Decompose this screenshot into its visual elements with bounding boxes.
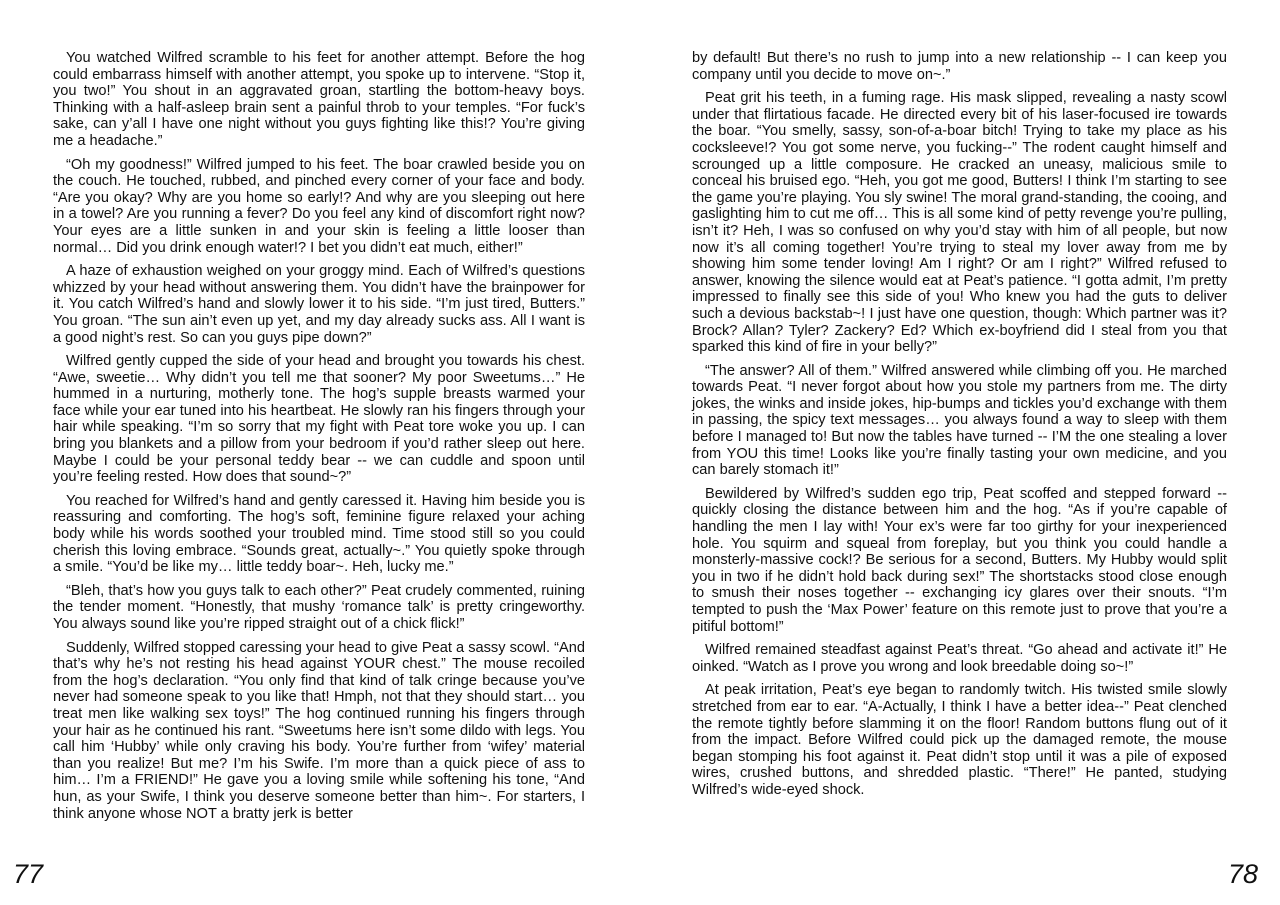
paragraph: “Bleh, that’s how you guys talk to each other?” Peat crudely commented, ruining the tender moment. “Honestly, that mushy ‘romance talk’ is pretty cringeworthy. You always sound like you’re ripped straight out of a chick flick!” <box>53 582 585 632</box>
page-number-left: 77 <box>13 859 44 889</box>
paragraph: A haze of exhaustion weighed on your groggy mind. Each of Wilfred’s questions whizzed by your head without answering them. You didn’t have the brainpower for it. You catch Wilfred’s hand and slowly lower it to his side. “I’m just tired, Butters.” You groan. “The sun ain’t even up yet, and my day already sucks ass. All I want is a good night’s rest. So can you guys pipe down?” <box>53 263 585 346</box>
paragraph: Bewildered by Wilfred’s sudden ego trip, Peat scoffed and stepped forward -- quickly closing the distance between him and the hog. “As if you’re capable of handling the men I lay with! Your ex’s were far too girthy for your inexperienced hole. You squirm and squeal from foreplay, but you think you could handle a monsterly-massive cock!? Be serious for a second, Butters. My Hubby would split you in two if he didn’t hold back during sex!” The shortstacks stood close enough to smush their noses together -- exchanging icy glares over their snouts. “I’m tempted to push the ‘Max Power’ feature on this remote just to prove that you’re a pitiful bottom!” <box>692 485 1227 635</box>
paragraph: Peat grit his teeth, in a fuming rage. His mask slipped, revealing a nasty scowl under that flirtatious facade. He directed every bit of his laser-focused ire towards the boar. “You smelly, sassy, son-of-a-boar bitch! Trying to take my place as his cocksleeve!? You got some nerve, you fucking--” The rodent caught himself and scrounged up a little composure. He cracked an uneasy, malicious smile to conceal his bruised ego. “Heh, you got me good, Butters! I think I’m starting to see the game you’re playing. You sly swine! The moral grand-standing, the cooing, and gaslighting him to cut me off… This is all some kind of petty revenge you’re pulling, isn’t it? Heh, I was so confused on why you’d stay with him of all people, but now now it’s all coming together! You’re trying to steal my lover away from me by showing him some tender loving! Am I right? Or am I right?” Wilfred refused to answer, knowing the silence would eat at Peat’s patience. “I gotta admit, I’m pretty impressed to finally see this side of you! Who knew you had the guts to deliver such a devious backstab~! I just have one question, though: Which partner was it? Brock? Allan? Tyler? Zackery? Ed? Which ex-boyfriend did I steal from you that sparked this kind of fire in your belly?” <box>692 90 1227 356</box>
paragraph: You reached for Wilfred’s hand and gently caressed it. Having him beside you is reassuring and comforting. The hog’s soft, feminine figure relaxed your aching body while his words soothed your troubled mind. Time stood still so you could cherish this loving embrace. “Sounds great, actually~.” You quietly spoke through a smile. “You’d be like my… little teddy boar~. Heh, lucky me.” <box>53 492 585 576</box>
paragraph: “Oh my goodness!” Wilfred jumped to his feet. The boar crawled beside you on the couch. He touched, rubbed, and pinched every corner of your face and body. “Are you okay? Why are you home so early!? And why are you sleeping out here in a towel? Are you running a fever? Do you feel any kind of discomfort right now? Your eyes are a little sunken in and your skin is feeling a little looser than normal… Did you drink enough water!? I bet you didn’t eat much, either!” <box>53 156 585 256</box>
left-page <box>53 50 585 829</box>
page-number-right: 78 <box>1227 859 1258 889</box>
paragraph: Wilfred remained steadfast against Peat’s threat. “Go ahead and activate it!” He oinked. “Watch as I prove you wrong and look breedable doing so~!” <box>692 642 1227 675</box>
paragraph: At peak irritation, Peat’s eye began to randomly twitch. His twisted smile slowly stretched from ear to ear. “A-Actually, I think I have a better idea--” Peat clenched the remote tightly before slamming it on the floor! Random buttons flung out of it from the impact. Before Wilfred could pick up the damaged remote, the mouse began stomping his foot against it. Peat didn’t stop until it was a pile of exposed wires, crushed buttons, and shredded plastic. “There!” He panted, studying Wilfred’s wide-eyed shock. <box>692 682 1227 798</box>
paragraph: Suddenly, Wilfred stopped caressing your head to give Peat a sassy scowl. “And that’s why he’s not resting his head against YOUR chest.” The mouse recoiled from the hog’s declaration. “You only find that kind of talk cringe because you’ve never had someone speak to you like that! Hmph, not that they should start… you treat men like walking sex toys!” The hog continued running his fingers through your hair as he continued his rant. “Sweetums here isn’t some dildo with legs. You call him ‘Hubby’ while only craving his body. You’re further from ‘wifey’ material than you realize! But me? I’m his Swife. I’m more than a quick piece of ass to him… I’m a FRIEND!” He gave you a loving smile while softening his tone, “And hun, as your Swife, I think you deserve someone better than him~. For starters, I think anyone whose NOT a bratty jerk is better <box>53 639 585 822</box>
paragraph: Wilfred gently cupped the side of your head and brought you towards his chest. “Awe, sweetie… Why didn’t you tell me that sooner? My poor Sweetums…” He hummed in a nurturing, motherly tone. The hog’s supple breasts warmed your face while your ear tuned into his heartbeat. He slowly ran his fingers through your hair while speaking. “I’m so sorry that my fight with Peat tore woke you up. I can bring you blankets and a pillow from your bedroom if you’d rather sleep out here. Maybe I could be your personal teddy bear -- we can cuddle and spoon until you’re feeling rested. How does that sound~?” <box>53 353 585 486</box>
paragraph: by default! But there’s no rush to jump into a new relationship -- I can keep you company until you decide to move on~.” <box>692 50 1227 83</box>
paragraph: You watched Wilfred scramble to his feet for another attempt. Before the hog could embarrass himself with another attempt, you spoke up to intervene. “Stop it, you two!” You shout in an aggravated groan, startling the bottom-heavy boys. Thinking with a half-asleep brain sent a painful throb to your temples. “For fuck’s sake, can y’all I have one night without you guys fighting like this!? You’re giving me a headache.” <box>53 50 585 149</box>
paragraph: “The answer? All of them.” Wilfred answered while climbing off you. He marched towards Peat. “I never forgot about how you stole my partners from me. The dirty jokes, the winks and inside jokes, hip-bumps and tickles you’d exchange with them in passing, the spicy text messages… you always found a way to sleep with them before I managed to! But now the tables have turned -- I’M the one stealing a lover from YOU this time! Looks like you’re finally tasting your own medicine, and you can barely stomach it!” <box>692 362 1227 479</box>
right-page <box>692 50 1227 806</box>
